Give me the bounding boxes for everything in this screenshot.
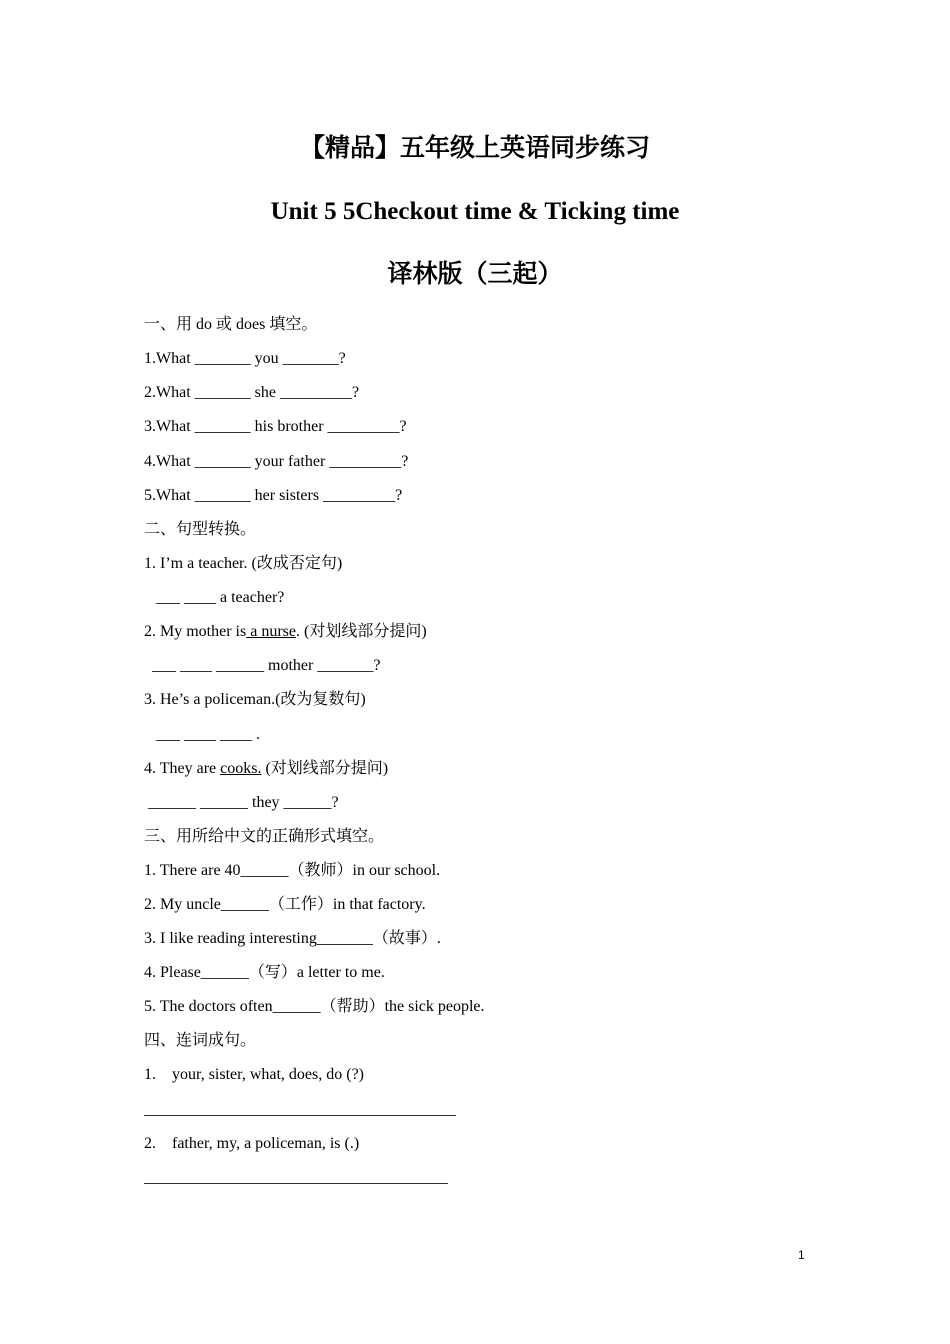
section3-item-2: 2. My uncle______（工作）in that factory.: [144, 896, 426, 913]
q2-text-after: . (对划线部分提问): [295, 623, 427, 640]
section4-answer-line-1: _______________________________________: [144, 1101, 456, 1118]
section1-item-5: 5.What _______ her sisters _________?: [144, 487, 403, 504]
title-line-1: 【精品】五年级上英语同步练习: [299, 135, 650, 162]
section4-question-1: 1. your, sister, what, does, do (?): [144, 1066, 365, 1083]
section3-item-1: 1. There are 40______（教师）in our school.: [144, 862, 441, 879]
title-line-2: Unit 5 5Checkout time & Ticking time: [270, 198, 680, 225]
q2-underlined-text: a nurse: [246, 623, 296, 640]
section4-question-2: 2. father, my, a policeman, is (.): [144, 1135, 360, 1152]
section1-item-3: 3.What _______ his brother _________?: [144, 418, 407, 435]
section2-answer-4: ______ ______ they ______?: [144, 794, 339, 811]
page-number: 1: [798, 1248, 805, 1262]
q2-text-before: 2. My mother is: [144, 623, 247, 640]
q4-underlined-text: cooks.: [220, 760, 262, 777]
section2-question-1: 1. I’m a teacher. (改成否定句): [144, 555, 343, 572]
section1-item-1: 1.What _______ you _______?: [144, 350, 346, 367]
q4-text-before: 4. They are: [144, 760, 221, 777]
section3-heading: 三、用所给中文的正确形式填空。: [144, 828, 385, 845]
section1-item-2: 2.What _______ she _________?: [144, 384, 360, 401]
section2-answer-3: ___ ____ ____ .: [144, 726, 260, 743]
section1-item-4: 4.What _______ your father _________?: [144, 453, 409, 470]
section4-heading: 四、连词成句。: [144, 1032, 257, 1049]
section2-question-3: 3. He’s a policeman.(改为复数句): [144, 691, 366, 708]
title-line-3: 译林版（三起）: [387, 261, 563, 288]
section2-answer-2: ___ ____ ______ mother _______?: [144, 657, 381, 674]
section2-question-4: [144, 759, 388, 779]
section2-question-2: [144, 622, 427, 642]
section1-heading: 一、用 do 或 does 填空。: [144, 316, 318, 333]
section3-item-3: 3. I like reading interesting_______（故事）.: [144, 930, 441, 947]
section3-item-5: 5. The doctors often______（帮助）the sick people.: [144, 998, 485, 1015]
section3-item-4: 4. Please______（写）a letter to me.: [144, 964, 385, 981]
q4-text-after: (对划线部分提问): [261, 760, 389, 777]
section2-heading: 二、句型转换。: [144, 521, 257, 538]
section4-answer-line-2: ______________________________________: [144, 1169, 448, 1186]
section2-answer-1: ___ ____ a teacher?: [144, 589, 285, 606]
